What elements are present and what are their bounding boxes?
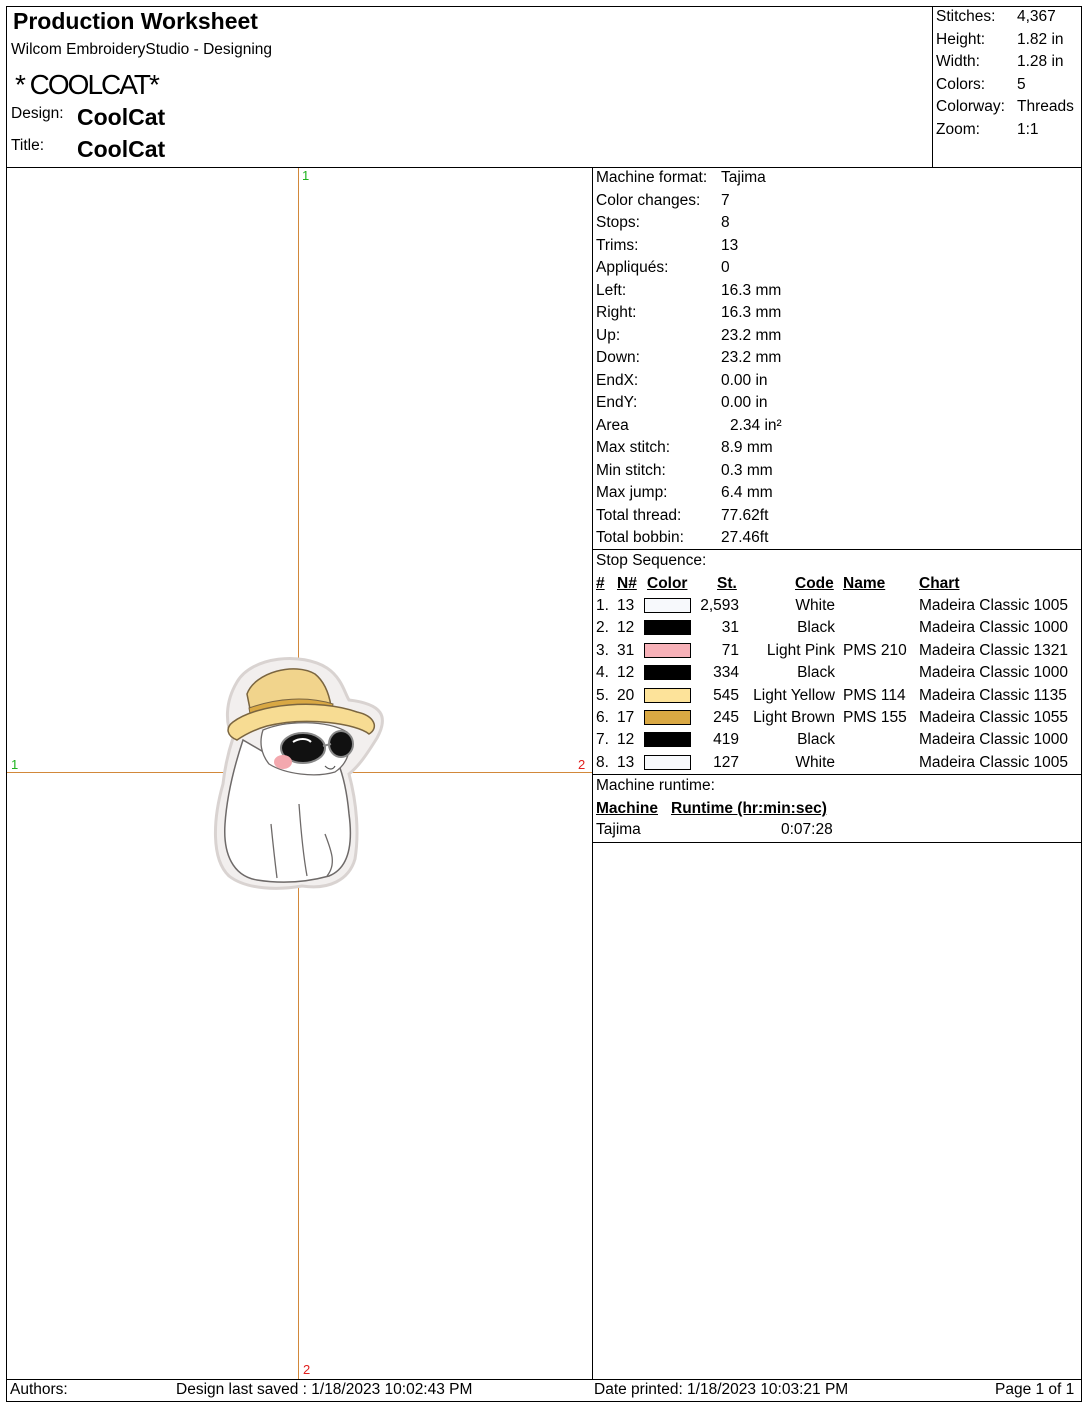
marker-bottom: 2	[303, 1362, 311, 1377]
title-value: CoolCat	[77, 136, 166, 162]
stop-chart: Madeira Classic 1135	[919, 686, 1067, 704]
color-swatch	[644, 643, 691, 658]
machine-info-value: 7	[721, 191, 730, 209]
color-swatch	[644, 598, 691, 613]
machine-info-value: 77.62ft	[721, 506, 769, 524]
runtime-machine: Tajima	[596, 821, 641, 838]
summary-value: 4,367	[1017, 8, 1056, 25]
summary-value: Threads	[1017, 98, 1074, 115]
machine-info-value: 0	[721, 259, 730, 276]
machine-info-value: 27.46ft	[721, 529, 769, 546]
marker-top: 1	[302, 168, 310, 183]
machine-info-label: Total bobbin:	[596, 529, 684, 546]
stop-num: 3.	[596, 641, 609, 659]
machine-info-label: EndY:	[596, 394, 638, 411]
runtime-header-machine: Machine	[596, 800, 659, 817]
runtime-header-runtime: Runtime (hr:min:sec)	[671, 800, 827, 817]
machine-info-label: Machine format:	[596, 169, 708, 186]
stop-chart: Madeira Classic 1000	[919, 664, 1069, 682]
stop-stitches: 419	[713, 731, 739, 749]
machine-info-label: Area	[596, 416, 629, 434]
header-needle: N#	[617, 575, 637, 592]
stop-num: 8.	[596, 753, 609, 771]
summary-label: Stitches:	[936, 8, 996, 25]
stop-num: 5.	[596, 686, 609, 704]
machine-info-value: 0.3 mm	[721, 461, 773, 479]
machine-info-value: Tajima	[721, 169, 766, 186]
stop-code: Light Brown	[753, 709, 835, 726]
machine-info-label: Trims:	[596, 236, 639, 254]
divider	[592, 842, 1082, 843]
summary-label: Zoom:	[936, 120, 980, 138]
stop-num: 1.	[596, 597, 609, 614]
stop-chart: Madeira Classic 1005	[919, 753, 1069, 771]
footer-authors: Authors:	[10, 1381, 68, 1398]
runtime-title: Machine runtime:	[596, 777, 715, 794]
summary-value: 5	[1017, 75, 1026, 93]
stop-stitches: 71	[721, 641, 739, 659]
stop-code: Black	[797, 664, 835, 682]
design-value: CoolCat	[77, 104, 166, 130]
summary-value: 1:1	[1017, 120, 1039, 138]
machine-info-label: Max stitch:	[596, 439, 671, 456]
machine-info-value: 8.9 mm	[721, 439, 773, 456]
stop-code: Light Pink	[766, 641, 835, 659]
machine-info-label: Appliqués:	[596, 259, 669, 276]
stop-num: 6.	[596, 709, 609, 726]
stop-chart: Madeira Classic 1005	[919, 597, 1069, 614]
stop-num: 7.	[596, 731, 609, 749]
stop-chart: Madeira Classic 1000	[919, 731, 1069, 749]
divider	[592, 549, 1082, 550]
machine-info-label: Left:	[596, 281, 627, 299]
stop-stitches: 245	[713, 709, 739, 726]
stop-needle: 12	[617, 731, 635, 749]
stop-stitches: 31	[721, 619, 739, 637]
stop-stitches: 127	[713, 753, 739, 771]
stop-name: PMS 155	[843, 709, 907, 726]
marker-right: 2	[578, 757, 586, 772]
machine-info-label: Min stitch:	[596, 461, 666, 479]
stop-chart: Madeira Classic 1055	[919, 709, 1069, 726]
stop-stitches: 545	[713, 686, 739, 704]
footer-page: Page 1 of 1	[995, 1381, 1075, 1398]
header-num: #	[596, 575, 605, 592]
machine-info-value: 16.3 mm	[721, 304, 782, 321]
header-code: Code	[795, 575, 834, 592]
color-swatch	[644, 688, 691, 703]
stop-num: 2.	[596, 619, 609, 637]
stop-code: White	[795, 597, 835, 614]
summary-label: Width:	[936, 53, 980, 70]
info-panel-border	[1081, 167, 1082, 1380]
machine-info-value: 2.34 in²	[730, 416, 782, 434]
color-swatch	[644, 710, 691, 725]
stop-needle: 13	[617, 753, 635, 771]
machine-info-value: 0.00 in	[721, 394, 768, 411]
design-name-display: * COOLCAT*	[15, 69, 158, 100]
stop-needle: 12	[617, 664, 635, 682]
machine-info-value: 6.4 mm	[721, 484, 773, 501]
summary-panel	[932, 6, 1082, 168]
machine-info-label: Stops:	[596, 214, 640, 231]
stop-needle: 13	[617, 597, 635, 614]
stop-needle: 17	[617, 709, 635, 726]
runtime-value: 0:07:28	[781, 821, 833, 838]
stop-needle: 31	[617, 641, 635, 659]
stop-code: Black	[797, 731, 835, 749]
stop-name: PMS 114	[843, 686, 906, 704]
stop-code: Black	[797, 619, 835, 637]
summary-value: 1.28 in	[1017, 53, 1064, 70]
stop-name: PMS 210	[843, 641, 907, 659]
stop-needle: 20	[617, 686, 635, 704]
header-chart: Chart	[919, 575, 960, 592]
stop-stitches: 2,593	[700, 597, 739, 614]
stop-code: White	[795, 753, 835, 771]
machine-info-value: 23.2 mm	[721, 349, 782, 366]
machine-info-value: 23.2 mm	[721, 326, 782, 344]
machine-info-label: Color changes:	[596, 191, 701, 209]
footer-saved: Design last saved : 1/18/2023 10:02:43 PM	[176, 1381, 473, 1398]
title-label: Title:	[11, 137, 45, 154]
machine-info-label: Up:	[596, 326, 621, 344]
machine-info-label: EndX:	[596, 371, 639, 389]
stop-stitches: 334	[713, 664, 739, 682]
machine-info-label: Down:	[596, 349, 640, 366]
divider	[592, 774, 1082, 775]
stop-chart: Madeira Classic 1321	[919, 641, 1069, 659]
color-swatch	[644, 620, 691, 635]
header-stitches: St.	[717, 575, 737, 592]
stop-sequence-title: Stop Sequence:	[596, 552, 707, 569]
footer-printed: Date printed: 1/18/2023 10:03:21 PM	[594, 1381, 849, 1398]
summary-value: 1.82 in	[1017, 30, 1064, 48]
machine-info-value: 0.00 in	[721, 371, 768, 389]
marker-left: 1	[11, 757, 19, 772]
footer-bar	[6, 1379, 1082, 1402]
software-name: Wilcom EmbroideryStudio - Designing	[11, 41, 273, 58]
cool-cat-embroidery	[207, 654, 397, 894]
machine-info-label: Max jump:	[596, 484, 668, 501]
stop-needle: 12	[617, 619, 635, 637]
stop-num: 4.	[596, 664, 609, 682]
summary-label: Colors:	[936, 75, 986, 93]
design-label: Design:	[11, 105, 64, 122]
stop-code: Light Yellow	[753, 686, 835, 704]
color-swatch	[644, 732, 691, 747]
machine-info-label: Total thread:	[596, 506, 682, 524]
design-canvas	[6, 167, 593, 1380]
color-swatch	[644, 755, 691, 770]
machine-info-label: Right:	[596, 304, 637, 321]
color-swatch	[644, 665, 691, 680]
machine-info-value: 8	[721, 214, 730, 231]
machine-info-value: 13	[721, 236, 739, 254]
worksheet-title: Production Worksheet	[13, 8, 258, 34]
header-panel	[6, 6, 933, 168]
header-name: Name	[843, 575, 886, 592]
header-color: Color	[647, 575, 688, 592]
machine-info-value: 16.3 mm	[721, 281, 782, 299]
stop-chart: Madeira Classic 1000	[919, 619, 1069, 637]
summary-label: Colorway:	[936, 98, 1005, 115]
summary-label: Height:	[936, 30, 986, 48]
